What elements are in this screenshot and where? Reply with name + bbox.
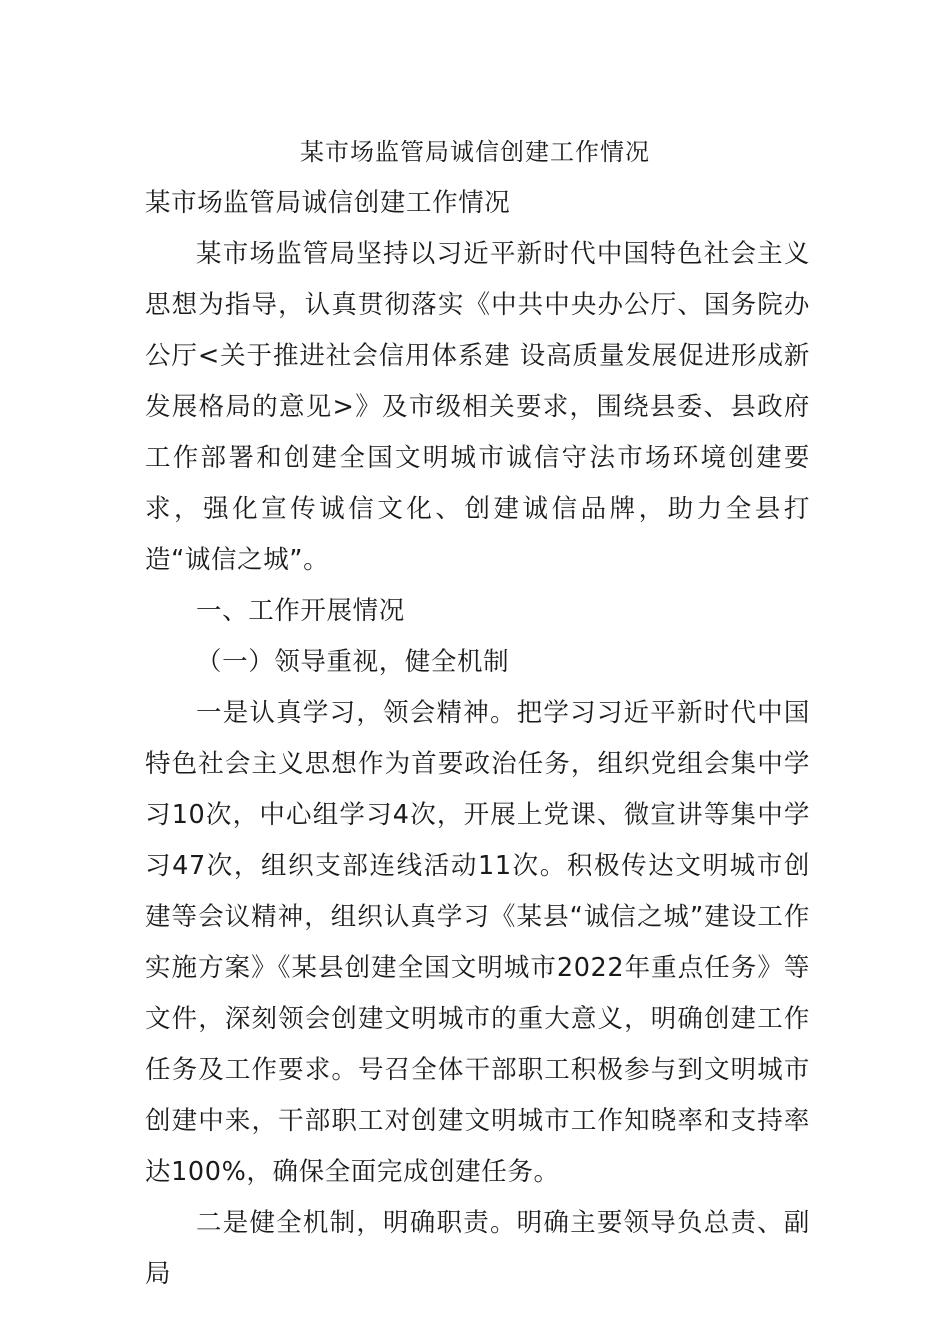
- document-subtitle: 某市场监管局诚信创建工作情况: [145, 188, 511, 218]
- document-title: 某市场监管局诚信创建工作情况: [300, 138, 650, 166]
- intro-paragraph: 某市场监管局坚持以习近平新时代中国特色社会主义思想为指导，认真贯彻落实《中共中央办公厅、国务院办公厅<关于推进社会信用体系建 设高质量发展促进形成新发展格局的意见>》及市级相关要求，围绕县委、县政府工作部署和创建全国文明城市诚信守法市场环境创建要求，强化宣传诚信文化、创建诚信品牌，助力全县打造“诚信之城”。: [145, 239, 810, 575]
- section-heading: 一、工作开展情况: [196, 596, 405, 626]
- paragraph-mechanism: 二是健全机制，明确职责。明确主要领导负总责、副局: [145, 1208, 810, 1289]
- document-body: [145, 178, 810, 1300]
- paragraph-study: 一是认真学习，领会精神。把学习习近平新时代中国特色社会主义思想作为首要政治任务，组织党组会集中学习10次，中心组学习4次，开展上党课、微宣讲等集中学习47次，组织支部连线活动11次。积极传达文明城市创建等会议精神，组织认真学习《某县“诚信之城”建设工作实施方案》《某县创建全国文明城市2022年重点任务》等文件，深刻领会创建文明城市的重大意义，明确创建工作任务及工作要求。号召全体干部职工积极参与到文明城市创建中来，干部职工对创建文明城市工作知晓率和支持率达100%，确保全面完成创建任务。: [145, 698, 810, 1187]
- subsection-heading: （一）领导重视，健全机制: [196, 647, 510, 677]
